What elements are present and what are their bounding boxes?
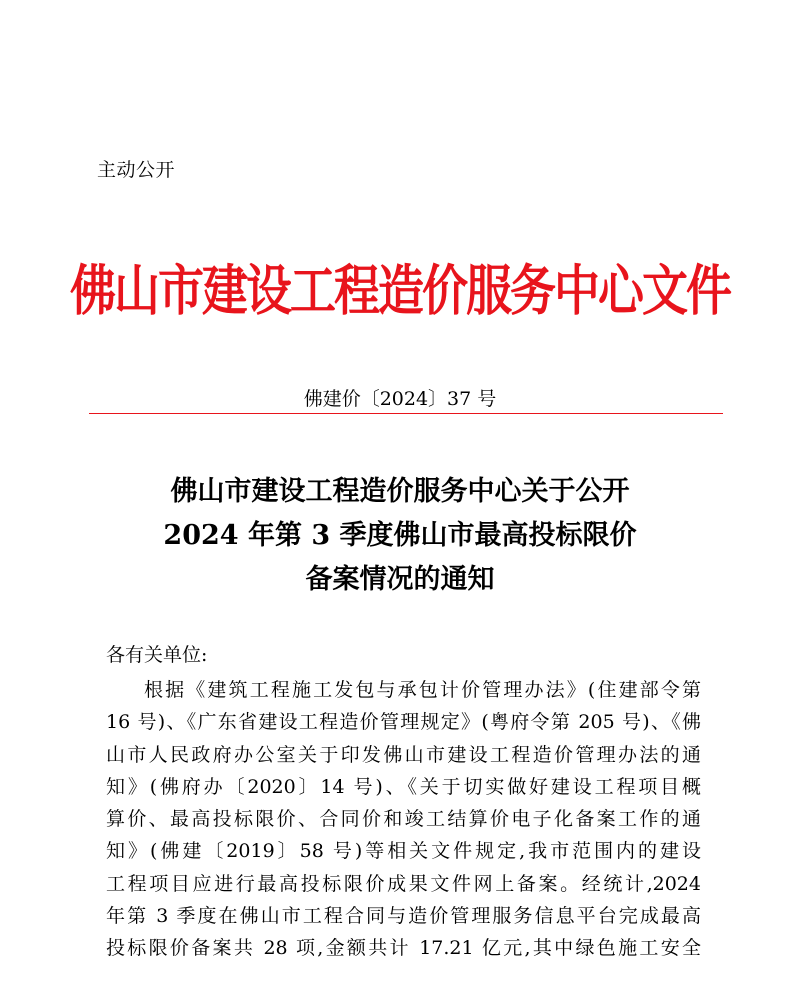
title-line: 备案情况的通知 — [305, 564, 495, 595]
body-line: 根据《建筑工程施工发包与承包计价管理办法》(住建部令第 — [144, 679, 701, 701]
salutation: 各有关单位: — [106, 644, 208, 666]
body-paragraph — [106, 674, 701, 965]
title-line: 2024 年第 3 季度佛山市最高投标限价 — [163, 520, 637, 551]
agency-header: 佛山市建设工程造价服务中心文件 — [70, 258, 730, 323]
body-line: 知》(佛府办〔2020〕14 号)、《关于切实做好建设工程项目概 — [106, 775, 701, 798]
body-line: 山市人民政府办公室关于印发佛山市建设工程造价管理办法的通 — [106, 743, 701, 766]
red-divider-line — [89, 413, 723, 414]
body-line: 知》(佛建〔2019〕58 号)等相关文件规定,我市范围内的建设 — [106, 840, 701, 863]
body-line: 算价、最高投标限价、合同价和竣工结算价电子化备案工作的通 — [106, 808, 701, 831]
body-line: 16 号)、《广东省建设工程造价管理规定》(粤府令第 205 号)、《佛 — [106, 711, 701, 734]
document-number: 佛建价〔2024〕37 号 — [303, 388, 497, 410]
title-line: 佛山市建设工程造价服务中心关于公开 — [170, 476, 630, 507]
body-line: 工程项目应进行最高投标限价成果文件网上备案。经统计,2024 — [106, 872, 701, 895]
body-line: 投标限价备案共 28 项,金额共计 17.21 亿元,其中绿色施工安全 — [106, 937, 701, 960]
notice-title — [0, 470, 800, 602]
disclosure-label: 主动公开 — [97, 159, 176, 181]
body-line: 年第 3 季度在佛山市工程合同与造价管理服务信息平台完成最高 — [106, 905, 701, 928]
